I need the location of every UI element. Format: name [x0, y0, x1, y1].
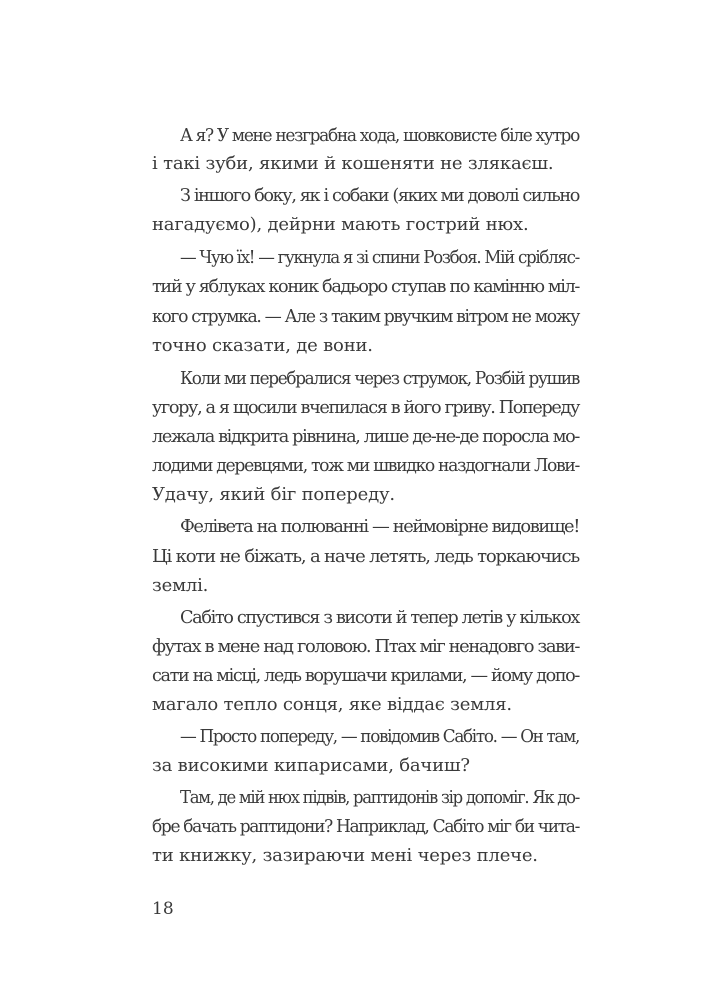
text-line: Удачу, який біг попереду.	[152, 484, 395, 505]
text-line: нагадуємо), дейрни мають гострий нюх.	[152, 214, 529, 235]
text-line: Там, де мій нюх підвів, раптидонів зір допоміг. Як до-	[180, 787, 579, 808]
text-line: тий у яблуках коник бадьоро ступав по камінню міл-	[152, 276, 579, 297]
text-line: ти книжку, зазираючи мені через плече.	[152, 845, 538, 866]
text-line: точно сказати, де вони.	[152, 335, 373, 356]
text-line: лежала відкрита рівнина, лише де-не-де поросла мо-	[152, 426, 579, 447]
text-line: Сабіто спустився з висоти й тепер летів у кількох	[180, 607, 579, 628]
text-line: кого струмка. — Але з таким рвучким вітром не можу	[152, 306, 579, 327]
text-line: і такі зуби, якими й кошеняти не злякаєш.	[152, 153, 554, 174]
text-line: — Чую їх! — гукнула я зі спини Розбоя. Мій срібляс-	[180, 247, 579, 268]
text-line: З іншого боку, як і собаки (яких ми доволі сильно	[180, 185, 579, 206]
text-line: А я? У мене незграбна хода, шовковисте біле хутро	[180, 125, 579, 146]
text-line: магало тепло сонця, яке віддає земля.	[152, 694, 512, 715]
text-line: Ці коти не біжать, а наче летять, ледь торкаючись	[152, 546, 579, 567]
text-line: лодими деревцями, тож ми швидко наздогнали Лови-	[152, 455, 579, 476]
text-line: угору, а я щосили вчепилася в його гриву. Попереду	[152, 397, 579, 418]
page-number: 18	[152, 899, 174, 919]
text-line: сати на місці, ледь ворушачи крилами, — йому допо-	[152, 665, 579, 686]
text-line: землі.	[152, 575, 209, 596]
text-line: бре бачать раптидони? Наприклад, Сабіто міг би чита-	[152, 816, 579, 837]
text-line: Коли ми перебралися через струмок, Розбій рушив	[180, 368, 579, 389]
text-line: — Просто попереду, — повідомив Сабіто. — Он там,	[180, 726, 579, 747]
text-line: за високими кипарисами, бачиш?	[152, 755, 470, 776]
text-line: Фелівета на полюванні — неймовірне видовище!	[180, 516, 579, 537]
text-line: футах в мене над головою. Птах міг ненадовго зави-	[152, 636, 579, 657]
